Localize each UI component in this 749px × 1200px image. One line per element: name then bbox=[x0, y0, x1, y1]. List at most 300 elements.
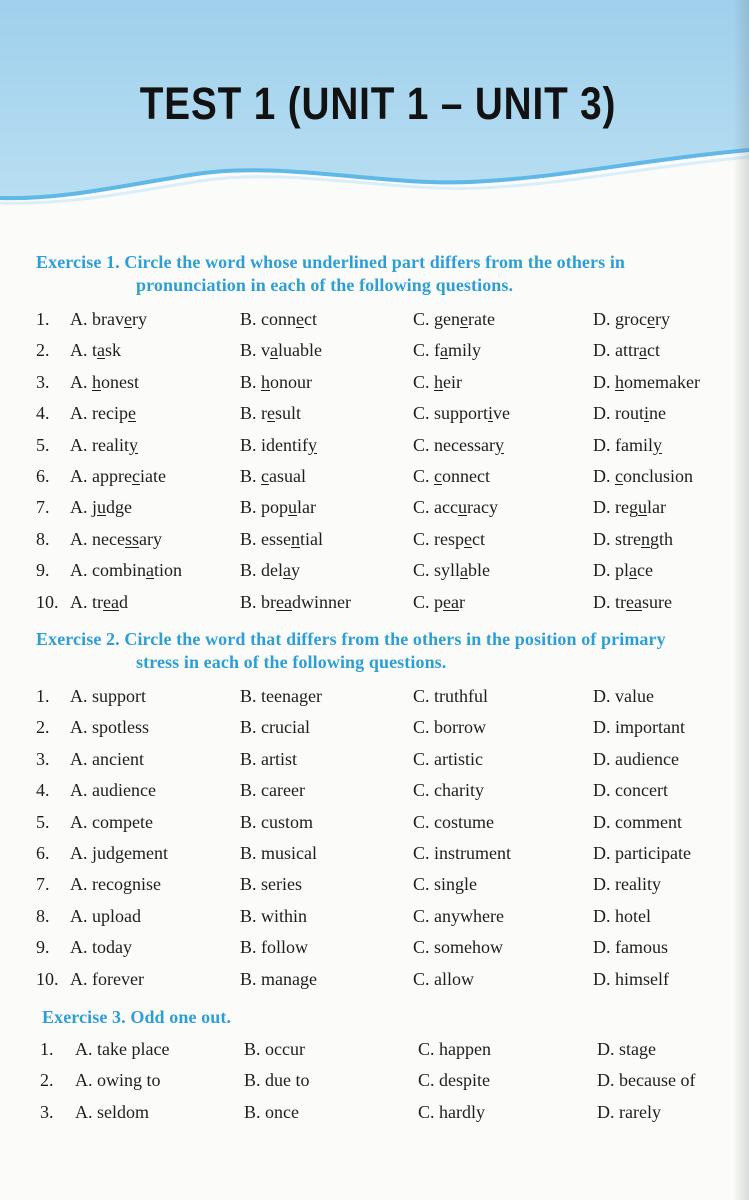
option-b[interactable] bbox=[240, 403, 301, 424]
option-label: D. bbox=[593, 874, 611, 895]
option-word: anywhere bbox=[434, 905, 504, 926]
option-label: B. bbox=[240, 748, 257, 769]
question-number: 4. bbox=[36, 403, 50, 424]
option-label: C. bbox=[413, 403, 430, 424]
option-c[interactable] bbox=[413, 466, 490, 487]
option-word-end: ve bbox=[493, 403, 511, 424]
underlined-part: h bbox=[615, 371, 624, 392]
option-c[interactable] bbox=[413, 969, 474, 990]
option-word-end: onnect bbox=[442, 466, 490, 486]
option-word-start: nece bbox=[92, 528, 125, 549]
option-word: forever bbox=[92, 968, 144, 989]
option-a[interactable] bbox=[70, 403, 136, 424]
underlined-part: e bbox=[123, 309, 132, 329]
option-label: C. bbox=[418, 1101, 435, 1122]
option-c[interactable] bbox=[413, 874, 477, 895]
option-label: C. bbox=[413, 937, 430, 958]
underlined-part: a bbox=[283, 560, 292, 581]
option-label: A. bbox=[70, 968, 88, 989]
option-a[interactable] bbox=[70, 717, 149, 738]
option-a[interactable] bbox=[70, 906, 141, 927]
option-word-start: tr bbox=[92, 591, 103, 612]
option-word-start: recip bbox=[92, 403, 128, 424]
option-word-start: acc bbox=[434, 497, 458, 518]
question-row bbox=[0, 749, 749, 773]
option-label: D. bbox=[593, 560, 611, 581]
option-label: C. bbox=[413, 874, 430, 895]
option-word-end: eir bbox=[443, 371, 462, 392]
question-row bbox=[0, 497, 749, 521]
option-label: C. bbox=[413, 371, 430, 392]
option-word-end: dwinner bbox=[292, 591, 351, 612]
option-d[interactable] bbox=[593, 780, 668, 801]
option-c[interactable] bbox=[413, 812, 494, 833]
option-c[interactable] bbox=[413, 906, 504, 927]
option-label: B. bbox=[240, 874, 257, 895]
option-label: B. bbox=[240, 717, 257, 738]
option-word: charity bbox=[434, 780, 484, 801]
option-d[interactable] bbox=[593, 812, 682, 833]
option-label: C. bbox=[413, 811, 430, 832]
underlined-part: y bbox=[653, 434, 662, 455]
question-row bbox=[0, 686, 749, 710]
option-word: within bbox=[261, 905, 308, 926]
option-word-end: ry bbox=[131, 309, 147, 329]
option-label: A. bbox=[70, 340, 88, 361]
option-label: A. bbox=[70, 843, 88, 863]
option-label: C. bbox=[413, 309, 430, 329]
option-b[interactable] bbox=[240, 780, 305, 801]
option-c[interactable] bbox=[413, 686, 488, 707]
option-label: A. bbox=[70, 466, 88, 486]
option-label: B. bbox=[240, 968, 257, 989]
option-word-end: mily bbox=[448, 340, 482, 361]
option-label: C. bbox=[413, 340, 430, 361]
option-word-start: t bbox=[92, 340, 98, 361]
option-word-start: syll bbox=[434, 560, 461, 581]
option-d[interactable] bbox=[597, 1039, 656, 1060]
question-number: 8. bbox=[36, 528, 50, 549]
option-word: manage bbox=[261, 968, 317, 989]
option-word-start: r bbox=[261, 403, 268, 424]
option-label: D. bbox=[597, 1070, 615, 1091]
option-c[interactable] bbox=[413, 937, 503, 958]
option-label: A. bbox=[70, 874, 88, 895]
question-row bbox=[0, 435, 749, 459]
option-b[interactable] bbox=[240, 749, 297, 770]
option-word-start: attr bbox=[615, 340, 639, 361]
option-word: audience bbox=[92, 780, 156, 801]
option-a[interactable] bbox=[75, 1039, 169, 1060]
option-label: D. bbox=[593, 340, 611, 361]
underlined-part: u bbox=[637, 497, 647, 518]
option-c[interactable] bbox=[413, 497, 498, 518]
question-row bbox=[0, 372, 749, 396]
option-word: today bbox=[92, 937, 132, 958]
question-row bbox=[0, 717, 749, 741]
option-label: D. bbox=[593, 811, 611, 832]
option-label: B. bbox=[240, 560, 257, 581]
option-d[interactable] bbox=[593, 906, 651, 927]
option-label: A. bbox=[70, 780, 88, 801]
option-word-end: racy bbox=[466, 497, 498, 518]
question-number: 9. bbox=[36, 937, 50, 958]
option-a[interactable] bbox=[75, 1102, 149, 1123]
option-c[interactable] bbox=[418, 1039, 491, 1060]
underlined-part: a bbox=[440, 340, 449, 361]
option-word-start: pl bbox=[615, 560, 630, 581]
option-c[interactable] bbox=[413, 372, 462, 393]
option-a[interactable] bbox=[70, 937, 132, 958]
option-a[interactable] bbox=[70, 466, 166, 487]
option-d[interactable] bbox=[593, 372, 700, 393]
option-label: D. bbox=[593, 434, 611, 455]
question-number: 7. bbox=[36, 874, 50, 895]
option-d[interactable] bbox=[593, 686, 654, 707]
option-word-end: asual bbox=[269, 466, 306, 486]
option-a[interactable] bbox=[70, 497, 132, 518]
option-label: D. bbox=[593, 686, 611, 706]
option-c[interactable] bbox=[413, 843, 511, 864]
option-label: A. bbox=[70, 560, 88, 581]
option-d[interactable] bbox=[593, 843, 691, 864]
option-label: A. bbox=[70, 811, 88, 832]
option-d[interactable] bbox=[593, 749, 679, 770]
question-number: 9. bbox=[36, 560, 50, 581]
underlined-part: e bbox=[267, 403, 276, 424]
option-label: C. bbox=[418, 1039, 435, 1059]
option-a[interactable] bbox=[70, 309, 147, 330]
underlined-part: ea bbox=[443, 591, 459, 612]
option-word-end: rate bbox=[468, 309, 495, 329]
underlined-part: n bbox=[291, 528, 301, 549]
option-label: A. bbox=[70, 434, 88, 455]
exercise-3-title bbox=[42, 1007, 231, 1028]
option-word-end: iate bbox=[139, 466, 166, 486]
option-d[interactable] bbox=[593, 309, 670, 330]
option-a[interactable] bbox=[70, 969, 144, 990]
underlined-part: e bbox=[296, 309, 305, 329]
option-word: costume bbox=[434, 811, 495, 832]
underlined-part: ea bbox=[626, 591, 642, 612]
option-label: A. bbox=[70, 497, 88, 518]
option-label: A. bbox=[70, 686, 88, 706]
option-b[interactable] bbox=[240, 937, 308, 958]
option-label: C. bbox=[413, 434, 430, 455]
option-word: value bbox=[615, 686, 654, 706]
option-word: teenager bbox=[261, 686, 322, 706]
option-c[interactable] bbox=[413, 749, 483, 770]
question-row bbox=[0, 560, 749, 584]
option-label: D. bbox=[597, 1039, 615, 1059]
option-word-end: onest bbox=[101, 371, 139, 392]
option-word-start: p bbox=[434, 591, 444, 612]
option-c[interactable] bbox=[418, 1102, 485, 1123]
option-label: D. bbox=[593, 591, 611, 612]
option-c[interactable] bbox=[413, 560, 490, 581]
option-word: follow bbox=[261, 937, 309, 958]
underlined-part: i bbox=[644, 403, 650, 424]
option-word-end: r bbox=[459, 591, 465, 612]
option-word-start: realit bbox=[92, 434, 129, 455]
option-c[interactable] bbox=[413, 717, 486, 738]
option-b[interactable] bbox=[240, 560, 300, 581]
option-word: stage bbox=[619, 1039, 656, 1059]
question-number: 5. bbox=[36, 811, 50, 832]
page-title: TEST 1 (UNIT 1 – UNIT 3) bbox=[139, 78, 617, 129]
option-word: career bbox=[261, 780, 305, 801]
option-d[interactable] bbox=[593, 466, 693, 487]
option-d[interactable] bbox=[597, 1102, 661, 1123]
option-label: A. bbox=[70, 309, 88, 329]
option-label: B. bbox=[240, 528, 257, 549]
option-b[interactable] bbox=[240, 906, 307, 927]
option-d[interactable] bbox=[593, 435, 662, 456]
option-label: B. bbox=[244, 1101, 261, 1122]
option-label: D. bbox=[593, 717, 611, 738]
option-label: D. bbox=[593, 780, 611, 801]
option-d[interactable] bbox=[593, 529, 673, 550]
option-label: A. bbox=[75, 1039, 93, 1059]
option-word-start: br bbox=[261, 591, 277, 612]
option-b[interactable] bbox=[240, 529, 323, 550]
option-b[interactable] bbox=[244, 1070, 310, 1091]
option-c[interactable] bbox=[413, 403, 510, 424]
option-b[interactable] bbox=[240, 874, 302, 895]
option-a[interactable] bbox=[70, 874, 161, 895]
underlined-part: i bbox=[488, 403, 494, 424]
question-row bbox=[0, 309, 749, 333]
option-a[interactable] bbox=[70, 686, 146, 707]
option-d[interactable] bbox=[593, 717, 685, 738]
question-row bbox=[0, 529, 749, 553]
option-label: B. bbox=[240, 811, 257, 832]
option-word: important bbox=[615, 717, 685, 738]
option-c[interactable] bbox=[413, 529, 485, 550]
question-row bbox=[0, 906, 749, 930]
option-word: once bbox=[265, 1101, 299, 1122]
option-d[interactable] bbox=[593, 497, 666, 518]
underlined-part: u bbox=[288, 497, 298, 518]
question-number: 7. bbox=[36, 497, 50, 518]
underlined-part: ea bbox=[276, 591, 292, 612]
option-b[interactable] bbox=[240, 340, 322, 361]
option-b[interactable] bbox=[244, 1102, 299, 1123]
option-label: D. bbox=[593, 466, 611, 486]
option-word-start: j bbox=[92, 497, 98, 518]
underlined-part: ea bbox=[103, 591, 119, 612]
option-word-start: reg bbox=[615, 497, 638, 518]
underlined-part: a bbox=[639, 340, 647, 361]
option-b[interactable] bbox=[240, 372, 312, 393]
option-word-start: combin bbox=[92, 560, 146, 581]
option-word-end: sk bbox=[105, 340, 122, 361]
option-word: owing to bbox=[97, 1070, 161, 1091]
option-label: A. bbox=[70, 748, 88, 769]
option-word-start: rout bbox=[615, 403, 644, 424]
option-label: C. bbox=[413, 780, 430, 801]
question-row bbox=[0, 937, 749, 961]
question-number: 4. bbox=[36, 780, 50, 801]
underlined-part: e bbox=[460, 309, 469, 329]
underlined-part: c bbox=[615, 466, 623, 486]
exercise-1-title-line2: pronunciation in each of the following questions. bbox=[136, 275, 514, 295]
underlined-part: u bbox=[457, 497, 467, 518]
option-word: rarely bbox=[619, 1101, 661, 1122]
option-word: happen bbox=[439, 1039, 491, 1059]
option-c[interactable] bbox=[413, 340, 481, 361]
option-b[interactable] bbox=[240, 717, 310, 738]
option-d[interactable] bbox=[593, 560, 653, 581]
option-label: C. bbox=[413, 843, 430, 863]
option-word: series bbox=[261, 874, 302, 895]
option-word-start: del bbox=[261, 560, 284, 581]
option-word: allow bbox=[434, 968, 475, 989]
option-b[interactable] bbox=[240, 812, 313, 833]
question-row bbox=[0, 466, 749, 490]
underlined-part: a bbox=[97, 340, 106, 361]
option-word-end: y bbox=[291, 560, 301, 581]
option-a[interactable] bbox=[75, 1070, 161, 1091]
underlined-part: y bbox=[308, 434, 318, 455]
option-d[interactable] bbox=[593, 874, 661, 895]
option-label: B. bbox=[240, 403, 257, 424]
option-c[interactable] bbox=[413, 592, 465, 613]
option-label: A. bbox=[75, 1070, 93, 1091]
underlined-part: a bbox=[460, 560, 469, 581]
underlined-part: a bbox=[146, 560, 154, 581]
underlined-part: h bbox=[434, 371, 444, 392]
option-word: artist bbox=[261, 748, 298, 769]
option-b[interactable] bbox=[240, 309, 317, 330]
exercise-2-title-line2: stress in each of the following questions. bbox=[136, 652, 447, 672]
option-word-end: ry bbox=[654, 309, 670, 329]
option-label: D. bbox=[593, 748, 611, 769]
option-b[interactable] bbox=[240, 969, 317, 990]
option-c[interactable] bbox=[413, 309, 495, 330]
question-number: 3. bbox=[40, 1101, 54, 1122]
option-label: B. bbox=[240, 434, 257, 455]
option-b[interactable] bbox=[240, 466, 306, 487]
option-word-end: sure bbox=[641, 591, 672, 612]
option-b[interactable] bbox=[240, 843, 317, 864]
option-label: A. bbox=[70, 717, 88, 738]
option-word: upload bbox=[92, 905, 141, 926]
option-b[interactable] bbox=[240, 497, 316, 518]
option-label: C. bbox=[413, 466, 430, 486]
option-c[interactable] bbox=[413, 435, 504, 456]
question-number: 5. bbox=[36, 434, 50, 455]
underlined-part: h bbox=[261, 371, 271, 392]
option-a[interactable] bbox=[70, 749, 144, 770]
option-d[interactable] bbox=[593, 592, 672, 613]
option-a[interactable] bbox=[70, 560, 182, 581]
question-number: 3. bbox=[36, 371, 50, 392]
option-label: C. bbox=[413, 528, 430, 549]
option-label: C. bbox=[413, 717, 430, 738]
question-number: 2. bbox=[36, 717, 50, 738]
option-label: A. bbox=[70, 591, 88, 612]
option-word: custom bbox=[261, 811, 314, 832]
option-label: D. bbox=[593, 497, 611, 518]
option-a[interactable] bbox=[70, 340, 121, 361]
question-row bbox=[0, 592, 749, 616]
option-a[interactable] bbox=[70, 435, 138, 456]
option-a[interactable] bbox=[70, 780, 156, 801]
option-word-end: ct bbox=[647, 340, 660, 361]
option-word: hardly bbox=[439, 1101, 485, 1122]
option-label: B. bbox=[240, 686, 257, 706]
option-a[interactable] bbox=[70, 592, 128, 613]
underlined-part: e bbox=[464, 528, 473, 549]
option-label: A. bbox=[75, 1101, 93, 1122]
question-row bbox=[0, 874, 749, 898]
option-a[interactable] bbox=[70, 843, 168, 864]
option-d[interactable] bbox=[593, 403, 666, 424]
option-b[interactable] bbox=[240, 686, 322, 707]
option-b[interactable] bbox=[240, 435, 317, 456]
option-word-end: onclusion bbox=[623, 466, 693, 486]
option-word: artistic bbox=[434, 748, 483, 769]
option-a[interactable] bbox=[70, 812, 153, 833]
option-label: A. bbox=[70, 371, 88, 392]
option-label: B. bbox=[244, 1070, 261, 1091]
option-word: somehow bbox=[434, 937, 504, 958]
exercise-1-title bbox=[36, 252, 625, 296]
option-word-start: esse bbox=[261, 528, 292, 549]
option-label: B. bbox=[244, 1039, 261, 1059]
option-word-start: stre bbox=[615, 528, 641, 549]
option-d[interactable] bbox=[597, 1070, 695, 1091]
option-label: B. bbox=[240, 340, 257, 361]
underlined-part: u bbox=[97, 497, 107, 518]
question-number: 2. bbox=[36, 340, 50, 361]
option-c[interactable] bbox=[413, 780, 484, 801]
option-c[interactable] bbox=[418, 1070, 490, 1091]
option-label: D. bbox=[593, 309, 611, 329]
option-label: C. bbox=[413, 591, 430, 612]
option-word-end: ne bbox=[649, 403, 667, 424]
option-word: crucial bbox=[261, 717, 310, 738]
option-word-start: pop bbox=[261, 497, 289, 518]
option-d[interactable] bbox=[593, 937, 668, 958]
option-word-end: lar bbox=[646, 497, 666, 518]
option-d[interactable] bbox=[593, 340, 660, 361]
option-a[interactable] bbox=[70, 372, 139, 393]
option-word-start: groc bbox=[615, 309, 647, 329]
option-label: B. bbox=[240, 309, 257, 329]
option-word-start: tr bbox=[615, 591, 626, 612]
option-b[interactable] bbox=[240, 592, 351, 613]
underlined-part: ss bbox=[124, 528, 139, 549]
option-label: C. bbox=[413, 905, 430, 926]
option-label: D. bbox=[593, 403, 611, 424]
option-a[interactable] bbox=[70, 529, 162, 550]
page-header bbox=[0, 0, 749, 215]
option-label: A. bbox=[70, 937, 88, 958]
option-word-start: resp bbox=[434, 528, 465, 549]
option-label: D. bbox=[593, 371, 611, 392]
option-word: instrument bbox=[434, 843, 512, 863]
question-row bbox=[0, 403, 749, 427]
option-word: borrow bbox=[434, 717, 487, 738]
option-label: B. bbox=[240, 843, 257, 863]
option-word: ancient bbox=[92, 748, 144, 769]
option-label: B. bbox=[240, 371, 257, 392]
option-label: D. bbox=[593, 968, 611, 989]
option-d[interactable] bbox=[593, 969, 669, 990]
option-b[interactable] bbox=[244, 1039, 305, 1060]
